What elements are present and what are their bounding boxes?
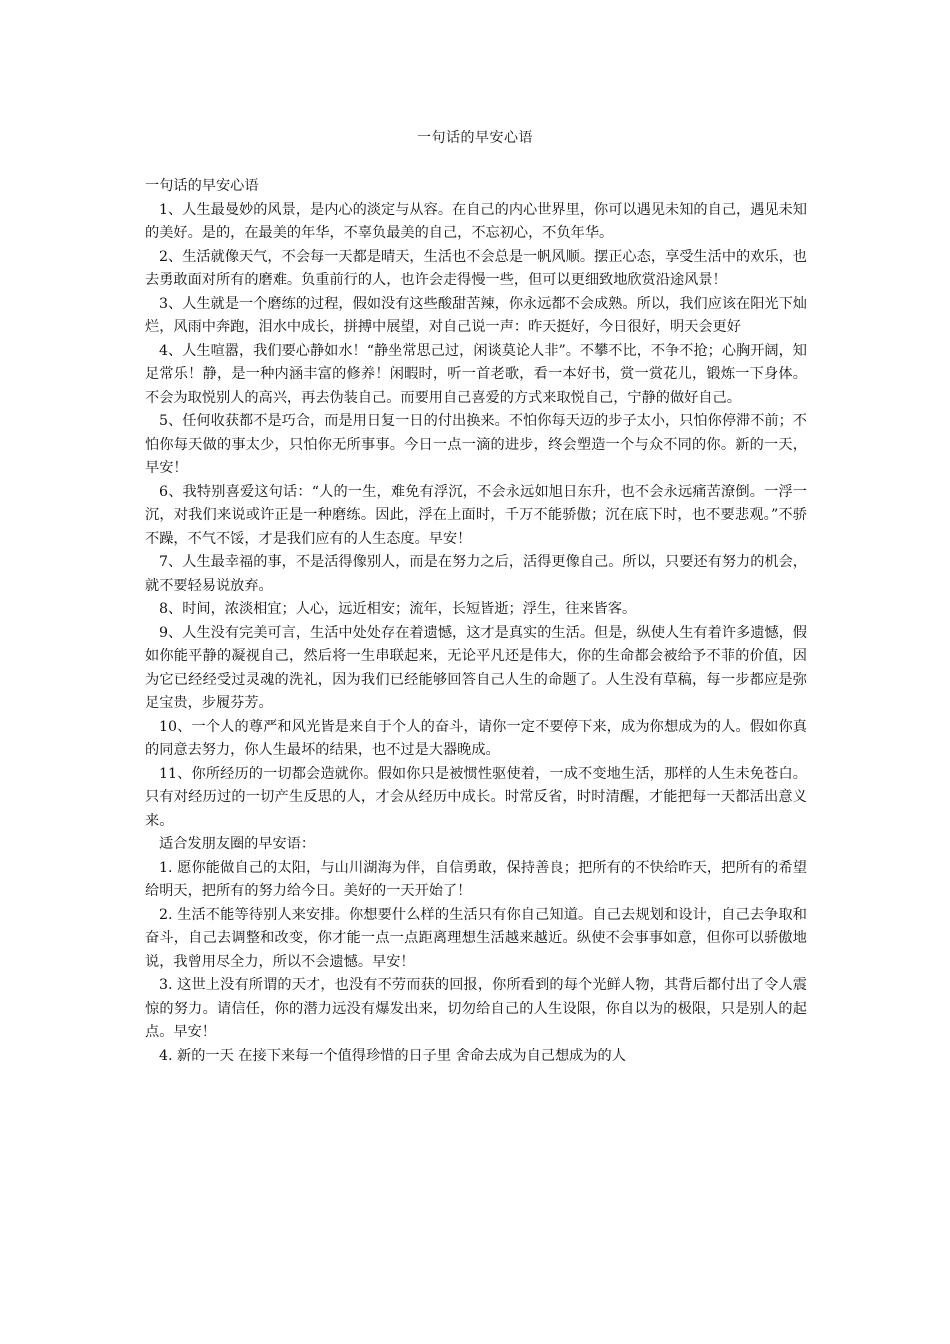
paragraph: 8、时间，浓淡相宜；人心，远近相安；流年，长短皆逝；浮生，往来皆客。 bbox=[159, 601, 637, 617]
paragraph: 3、人生就是一个磨练的过程，假如没有这些酸甜苦辣，你永远都不会成熟。所以，我们应该在阳光下灿烂，风雨中奔跑，泪水中成长，拼搏中展望，对自己说一声：昨天挺好，今日很好，明天会更好 bbox=[145, 295, 807, 335]
section-heading: 一句话的早安心语 bbox=[145, 178, 259, 194]
paragraph: 10、一个人的尊严和风光皆是来自于个人的奋斗，请你一定不要停下来，成为你想成为的人。假如你真的同意去努力，你人生最坏的结果，也不过是大器晚成。 bbox=[145, 718, 807, 758]
paragraph: 5、任何收获都不是巧合，而是用日复一日的付出换来。不怕你每天迈的步子太小，只怕你停滞不前；不怕你每天做的事太少，只怕你无所事事。今日一点一滴的进步，终会塑造一个与众不同的你。新的一天，早安！ bbox=[145, 413, 807, 476]
subsection-heading: 适合发朋友圈的早安语： bbox=[159, 836, 316, 852]
document-body bbox=[145, 175, 807, 1068]
paragraph: 9、人生没有完美可言，生活中处处存在着遗憾，这才是真实的生活。但是，纵使人生有着许多遗憾，假如你能平静的凝视自己，然后将一生串联起来，无论平凡还是伟大，你的生命都会被给予不菲的价值，因为它已经经受过灵魂的洗礼，因为我们已经能够回答自己人生的命题了。人生没有草稿，每一步都应是弥足宝贵，步履芬芳。 bbox=[145, 624, 807, 711]
paragraph: 2. 生活不能等待别人来安排。你想要什么样的生活只有你自己知道。自己去规划和设计，自己去争取和奋斗，自己去调整和改变，你才能一点一点距离理想生活越来越近。纵使不会事事如意，但你可以骄傲地说，我曾用尽全力，所以不会遗憾。早安！ bbox=[145, 906, 807, 970]
paragraph: 11、你所经历的一切都会造就你。假如你只是被惯性驱使着，一成不变地生活，那样的人生未免苍白。只有对经历过的一切产生反思的人，才会从经历中成长。时常反省，时时清醒，才能把每一天都活出意义来。 bbox=[145, 765, 807, 829]
paragraph: 6、我特别喜爱这句话：“人的一生，难免有浮沉，不会永远如旭日东升，也不会永远痛苦潦倒。一浮一沉，对我们来说或许正是一种磨练。因此，浮在上面时，千万不能骄傲；沉在底下时，也不要悲观。”不骄不躁，不气不馁，才是我们应有的人生态度。早安！ bbox=[145, 483, 807, 547]
paragraph: 2、生活就像天气，不会每一天都是晴天，生活也不会总是一帆风顺。摆正心态，享受生活中的欢乐，也去勇敢面对所有的磨难。负重前行的人，也许会走得慢一些，但可以更细致地欣赏沿途风景！ bbox=[145, 248, 807, 288]
paragraph: 4. 新的一天 在接下来每一个值得珍惜的日子里 舍命去成为自己想成为的人 bbox=[159, 1047, 626, 1064]
paragraph: 4、人生喧嚣，我们要心静如水！“静坐常思己过，闲谈莫论人非”。不攀不比，不争不抢；心胸开阔，知足常乐！静，是一种内涵丰富的修养！闲暇时，听一首老歌，看一本好书，赏一赏花儿，锻炼一下身体。不会为取悦别人的高兴，再去伪装自己。而要用自己喜爱的方式来取悦自己，宁静的做好自己。 bbox=[145, 342, 807, 406]
paragraph: 3. 这世上没有所谓的天才，也没有不劳而获的回报，你所看到的每个光鲜人物，其背后都付出了令人震惊的努力。请信任，你的潜力远没有爆发出来，切勿给自己的人生设限，你自以为的极限，只是别人的起点。早安！ bbox=[145, 977, 807, 1040]
document-title: 一句话的早安心语 bbox=[417, 130, 533, 146]
paragraph: 1、人生最曼妙的风景，是内心的淡定与从容。在自己的内心世界里，你可以遇见未知的自己，遇见未知的美好。是的，在最美的年华，不辜负最美的自己，不忘初心，不负年华。 bbox=[145, 201, 807, 241]
paragraph: 7、人生最幸福的事，不是活得像别人，而是在努力之后，活得更像自己。所以，只要还有努力的机会，就不要轻易说放弃。 bbox=[145, 554, 807, 594]
paragraph: 1. 愿你能做自己的太阳，与山川湖海为伴，自信勇敢，保持善良；把所有的不快给昨天，把所有的希望给明天，把所有的努力给今日。美好的一天开始了！ bbox=[145, 859, 807, 899]
